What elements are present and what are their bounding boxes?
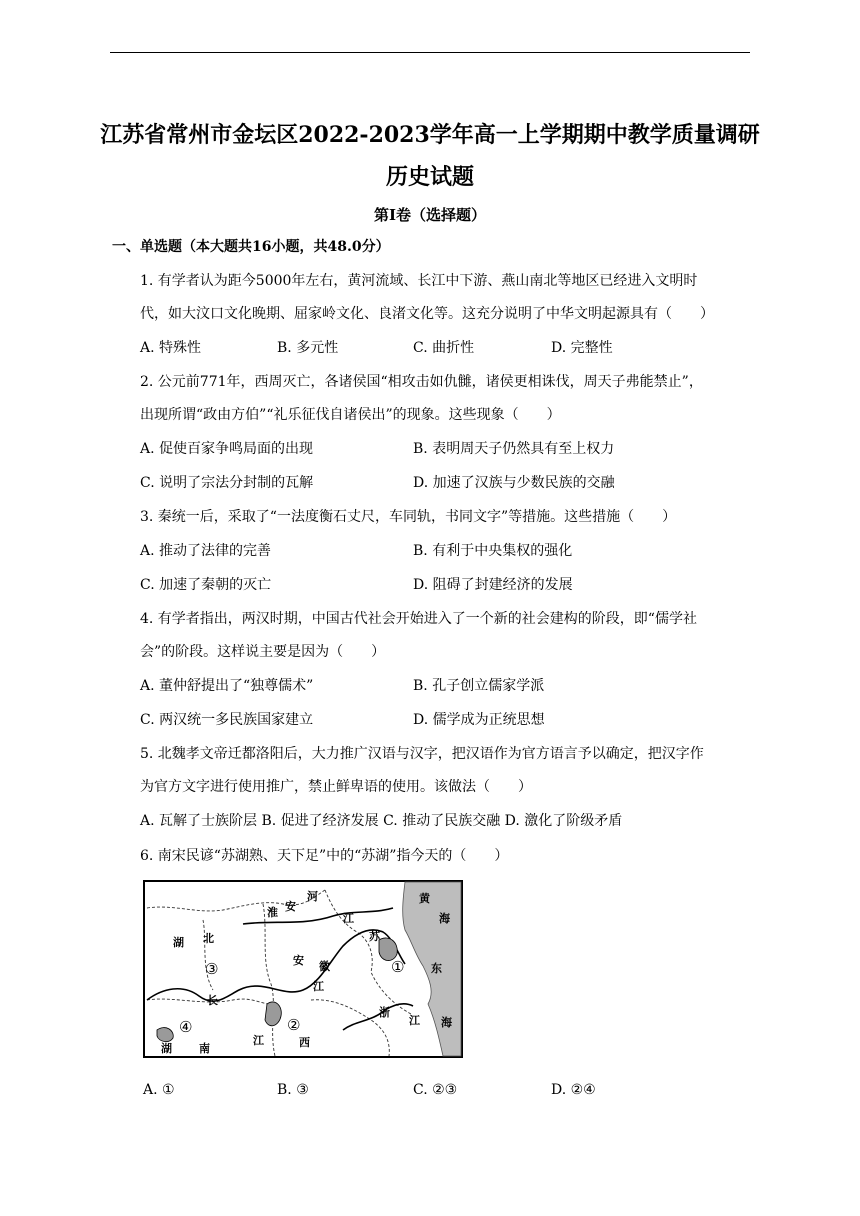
question-2-line-2: 出现所谓“政由方伯”“礼乐征伐自诸侯出”的现象。这些现象（ ） — [140, 407, 561, 423]
map-label-10: 北 — [203, 932, 214, 945]
q4-option-a[interactable]: A. 董仲舒提出了“独尊儒术” — [140, 678, 314, 694]
map-label-21: 西 — [299, 1036, 310, 1049]
q1-option-b[interactable]: B. 多元性 — [277, 340, 339, 356]
section-heading: 第I卷（选择题） — [373, 206, 487, 224]
map-label-2: 海 — [439, 912, 450, 925]
q1-option-d[interactable]: D. 完整性 — [551, 340, 613, 356]
map-label-18: 湖 — [161, 1042, 172, 1055]
map-label-12: 徽 — [319, 960, 330, 973]
q2-option-a[interactable]: A. 促使百家争鸣局面的出现 — [140, 441, 314, 457]
q1-option-c[interactable]: C. 曲折性 — [413, 340, 475, 356]
q4-option-c[interactable]: C. 两汉统一多民族国家建立 — [140, 712, 314, 728]
map-label-11: 安 — [293, 954, 304, 967]
marker-4: ④ — [179, 1018, 193, 1036]
q6-option-b[interactable]: B. ③ — [277, 1082, 309, 1098]
q6-option-a[interactable]: A. ① — [143, 1082, 175, 1098]
q4-option-d[interactable]: D. 儒学成为正统思想 — [413, 712, 545, 728]
q6-option-c[interactable]: C. ②③ — [413, 1082, 458, 1098]
question-3-line-1: 3. 秦统一后，采取了“一法度衡石丈尺，车同轨，书同文字”等措施。这些措施（ ） — [140, 509, 677, 525]
map-label-4: 安 — [285, 900, 296, 913]
q3-option-d[interactable]: D. 阻碍了封建经济的发展 — [413, 577, 573, 593]
q5-options[interactable]: A. 瓦解了士族阶层 B. 促进了经济发展 C. 推动了民族交融 D. 激化了阶级矛盾 — [140, 813, 623, 829]
q3-option-a[interactable]: A. 推动了法律的完善 — [140, 543, 272, 559]
map-label-8: 东 — [431, 962, 442, 975]
part-heading: 一、单选题（本大题共16小题，共48.0分） — [112, 239, 390, 255]
q4-option-b[interactable]: B. 孔子创立儒家学派 — [413, 678, 545, 694]
map-label-14: 长 — [207, 994, 218, 1007]
q2-option-b[interactable]: B. 表明周天子仍然具有至上权力 — [413, 441, 615, 457]
map-label-15: 浙 — [379, 1006, 390, 1019]
map-label-16: 江 — [409, 1014, 420, 1027]
map-label-17: 海 — [441, 1016, 452, 1029]
q1-option-a[interactable]: A. 特殊性 — [140, 340, 202, 356]
exam-subject: 历史试题 — [385, 164, 474, 190]
lake-dongting — [157, 1028, 173, 1042]
map-label-5: 河 — [307, 890, 318, 903]
map-label-6: 江 — [343, 912, 354, 925]
q6-option-d[interactable]: D. ②④ — [551, 1082, 596, 1098]
jiangnan-map — [143, 880, 463, 1058]
map-label-1: 黄 — [419, 892, 430, 905]
question-1-line-1: 1. 有学者认为距今5000年左右，黄河流域、长江中下游、燕山南北等地区已经进入文明时 — [140, 273, 698, 289]
question-1-line-2: 代，如大汶口文化晚期、屈家岭文化、良渚文化等。这充分说明了中华文明起源具有（ ） — [140, 306, 714, 322]
q2-option-c[interactable]: C. 说明了宗法分封制的瓦解 — [140, 475, 314, 491]
exam-title: 江苏省常州市金坛区2022-2023学年高一上学期期中教学质量调研 — [100, 122, 760, 148]
question-4-line-2: 会”的阶段。这样说主要是因为（ ） — [140, 644, 386, 660]
map-label-13: 江 — [313, 980, 324, 993]
marker-2: ② — [287, 1016, 301, 1034]
map-label-19: 南 — [199, 1042, 210, 1055]
question-4-line-1: 4. 有学者指出，两汉时期，中国古代社会开始进入了一个新的社会建构的阶段，即“儒学社 — [140, 611, 697, 627]
map-label-7: 苏 — [369, 930, 380, 943]
question-5-line-2: 为官方文字进行使用推广，禁止鲜卑语的使用。该做法（ ） — [140, 779, 532, 795]
lake-poyang — [265, 1002, 281, 1026]
question-6-line-1: 6. 南宋民谚“苏湖熟、天下足”中的“苏湖”指今天的（ ） — [140, 848, 509, 864]
map-label-3: 淮 — [267, 906, 278, 919]
q2-option-d[interactable]: D. 加速了汉族与少数民族的交融 — [413, 475, 615, 491]
question-5-line-1: 5. 北魏孝文帝迁都洛阳后，大力推广汉语与汉字，把汉语作为官方语言予以确定，把汉字作 — [140, 746, 704, 762]
top-rule — [110, 52, 750, 53]
question-2-line-1: 2. 公元前771年，西周灭亡，各诸侯国“相攻击如仇雠，诸侯更相诛伐，周天子弗能禁止”， — [140, 374, 703, 390]
map-label-20: 江 — [253, 1034, 264, 1047]
q3-option-b[interactable]: B. 有利于中央集权的强化 — [413, 543, 573, 559]
marker-3: ③ — [205, 960, 219, 978]
marker-1: ① — [391, 958, 405, 976]
map-label-9: 湖 — [173, 936, 184, 949]
q3-option-c[interactable]: C. 加速了秦朝的灭亡 — [140, 577, 272, 593]
